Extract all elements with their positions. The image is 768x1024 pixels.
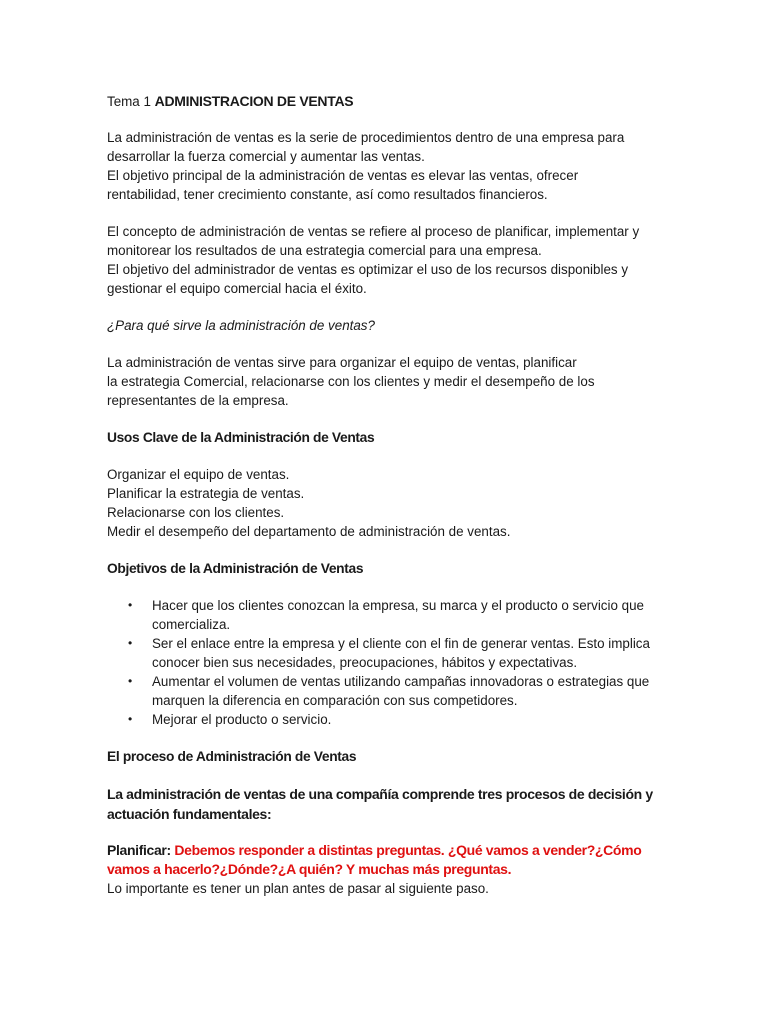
text-line: La administración de ventas es la serie de procedimientos dentro de una empresa para xyxy=(107,130,625,145)
text-line: La administración de ventas sirve para organizar el equipo de ventas, planificar xyxy=(107,355,577,370)
bullet-icon: • xyxy=(128,674,133,688)
list-item: Relacionarse con los clientes. xyxy=(107,505,285,520)
text-line: Mejorar el producto o servicio. xyxy=(152,712,332,727)
text-line: Ser el enlace entre la empresa y el cliente con el fin de generar ventas. Esto implica xyxy=(152,636,650,651)
intro-paragraph-1 xyxy=(107,128,667,204)
list-item: Medir el desempeño del departamento de administración de ventas. xyxy=(107,524,511,539)
question-line: ¿Para qué sirve la administración de ventas? xyxy=(107,318,375,333)
document-title xyxy=(107,92,667,111)
text-line: Aumentar el volumen de ventas utilizando campañas innovadoras o estrategias que xyxy=(152,674,650,689)
title-prefix: Tema 1 xyxy=(107,94,155,109)
text-line: La administración de ventas de una compañía comprende tres procesos de decisión y xyxy=(107,786,653,802)
usos-list xyxy=(107,465,667,541)
text-line: la estrategia Comercial, relacionarse con los clientes y medir el desempeño de los xyxy=(107,374,595,389)
list-item: Planificar la estrategia de ventas. xyxy=(107,486,305,501)
list-item xyxy=(107,596,667,634)
objetivos-heading: Objetivos de la Administración de Ventas xyxy=(107,561,364,576)
text-line: representantes de la empresa. xyxy=(107,393,289,408)
list-item xyxy=(107,672,667,710)
intro-paragraph-3 xyxy=(107,353,667,410)
text-line: marquen la diferencia en comparación con sus competidores. xyxy=(152,693,518,708)
text-line xyxy=(107,841,667,860)
text-line: Hacer que los clientes conozcan la empresa, su marca y el producto o servicio que xyxy=(152,598,644,613)
text-line: desarrollar la fuerza comercial y aumentar las ventas. xyxy=(107,149,425,164)
usos-heading: Usos Clave de la Administración de Ventas xyxy=(107,430,375,445)
list-item xyxy=(107,634,667,672)
list-item xyxy=(107,710,667,729)
text-line: El objetivo principal de la administración de ventas es elevar las ventas, ofrecer xyxy=(107,168,579,183)
text-line: monitorear los resultados de una estrategia comercial para una empresa. xyxy=(107,243,542,258)
planificar-label: Planificar: xyxy=(107,842,171,858)
document-page xyxy=(107,92,667,898)
text-line: conocer bien sus necesidades, preocupaciones, hábitos y expectativas. xyxy=(152,655,578,670)
bullet-icon: • xyxy=(128,712,133,726)
proceso-intro xyxy=(107,784,667,824)
text-line: actuación fundamentales: xyxy=(107,806,272,822)
planificar-block xyxy=(107,841,667,879)
planificar-red-text: vamos a hacerlo?¿Dónde?¿A quién? Y muchas más preguntas. xyxy=(107,861,512,877)
text-line: gestionar el equipo comercial hacia el éxito. xyxy=(107,281,367,296)
bullet-icon: • xyxy=(128,598,133,612)
closing-line: Lo importante es tener un plan antes de pasar al siguiente paso. xyxy=(107,881,489,896)
planificar-red-text: Debemos responder a distintas preguntas. ¿Qué vamos a vender?¿Cómo xyxy=(170,842,642,858)
text-line: comercializa. xyxy=(152,617,231,632)
list-item: Organizar el equipo de ventas. xyxy=(107,467,290,482)
proceso-heading: El proceso de Administración de Ventas xyxy=(107,749,357,764)
bullet-icon: • xyxy=(128,636,133,650)
text-line: rentabilidad, tener crecimiento constante, así como resultados financieros. xyxy=(107,187,548,202)
text-line: El concepto de administración de ventas se refiere al proceso de planificar, implementar y xyxy=(107,224,640,239)
objetivos-list xyxy=(107,596,667,729)
intro-paragraph-2 xyxy=(107,222,667,298)
title-main: ADMINISTRACION DE VENTAS xyxy=(154,93,354,109)
text-line: El objetivo del administrador de ventas es optimizar el uso de los recursos disponibles y xyxy=(107,262,629,277)
